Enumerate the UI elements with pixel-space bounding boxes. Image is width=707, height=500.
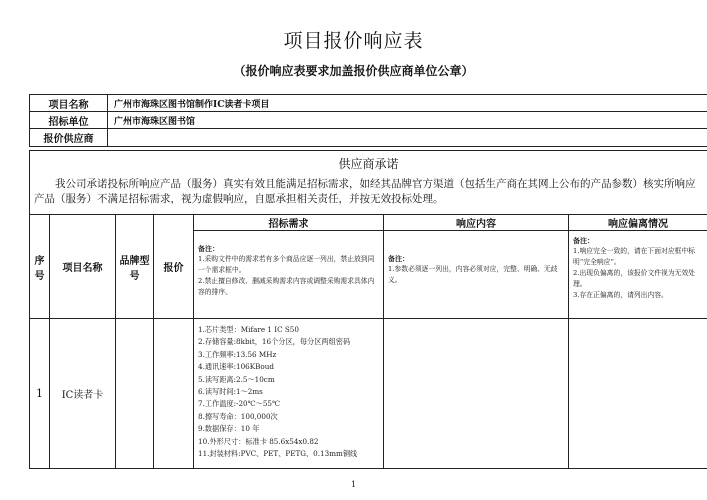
- deviation-note-line: 3.存在正偏离的，请列出内容。: [573, 291, 668, 299]
- page-subtitle: （报价响应表要求加盖报价供应商单位公章）: [233, 64, 474, 78]
- page-number: 1: [350, 480, 357, 489]
- response-note: [384, 231, 569, 319]
- spec-line: 3.工作频率:13.56 MHz: [198, 349, 277, 359]
- row-quote: [154, 319, 194, 469]
- requirements-note: [194, 231, 384, 319]
- spec-line: 6.读写时间:1～2ms: [198, 387, 263, 397]
- spec-line: 8.擦写寿命：100,000次: [198, 411, 278, 421]
- spec-line: 11.封装材料:PVC、PET、PETG、0.13mm铜线: [198, 449, 358, 459]
- row-seq: 1: [30, 319, 50, 469]
- project-name-label: 项目名称: [30, 95, 108, 112]
- deviation-note-label: 备注：: [573, 236, 594, 245]
- page-title: 项目报价响应表: [283, 30, 424, 52]
- header-quote: 报价: [154, 215, 194, 319]
- commitment-section: [29, 150, 707, 215]
- spec-line: 10.外形尺寸：标准卡 85.6x54x0.82: [198, 436, 319, 446]
- spec-line: 4.通讯速率:106KBoud: [198, 362, 274, 372]
- row-requirements-specs: [194, 319, 384, 469]
- row-item-name: IC读者卡: [50, 319, 116, 469]
- supplier-label: 报价供应商: [30, 129, 108, 147]
- deviation-note-line: 2.出现负偏离的，该报价文件视为无效处理。: [573, 269, 696, 288]
- deviation-note-line: 1.响应完全一致的，请在下面对应框中标明“完全响应”。: [573, 247, 696, 266]
- spec-line: 9.数据保存：10 年: [198, 424, 260, 434]
- requirements-note-label: 备注：: [198, 244, 219, 253]
- project-name-value: 广州市海珠区图书馆制作IC读者卡项目: [108, 95, 707, 112]
- row-brand-model: [116, 319, 154, 469]
- requirements-note-line: 2.禁止擅自修改、删减采购需求内容或调整采购需求具体内容的排序。: [198, 277, 375, 296]
- header-response: 响应内容: [384, 215, 569, 231]
- spec-line: 7.工作温度:-20℃～55℃: [198, 399, 281, 409]
- response-note-line: 1.参数必须逐一列出，内容必须对应，完整、明确、无歧义。: [388, 265, 558, 284]
- quote-table: [29, 214, 707, 469]
- response-note-label: 备注：: [388, 254, 409, 263]
- spec-line: 2.存储容量:8kbit，16个分区，每分区两组密码: [198, 337, 351, 347]
- tender-unit-value: 广州市海珠区图书馆: [108, 112, 707, 129]
- deviation-note: [569, 231, 707, 319]
- supplier-value: [108, 129, 707, 147]
- project-info-table: [29, 94, 707, 147]
- row-deviation: [569, 319, 707, 469]
- header-item-name: 项目名称: [50, 215, 116, 319]
- tender-unit-label: 招标单位: [30, 112, 108, 129]
- header-deviation: 响应偏离情况: [569, 215, 707, 231]
- table-row: [30, 319, 707, 469]
- commitment-text: 我公司承诺投标所响应产品（服务）真实有效且能满足招标需求，如经其品牌官方渠道（包括生产商在其网上公布的产品参数）核实所响应产品（服务）不满足招标需求，视为虚假响应，自愿承担相关责任，并按无效投标处理。: [30, 173, 707, 215]
- commitment-title: 供应商承诺: [30, 151, 707, 173]
- header-requirements: 招标需求: [194, 215, 384, 231]
- spec-line: 1.芯片类型：Mifare 1 IC S50: [198, 325, 299, 334]
- row-response: [384, 319, 569, 469]
- requirements-note-line: 1.采购文件中的需求若有多个商品应逐一列出，禁止放到同一个需求框中。: [198, 255, 375, 274]
- header-seq: 序号: [30, 215, 50, 319]
- header-brand-model: 品牌型号: [116, 215, 154, 319]
- spec-line: 5.读写距离:2.5～10cm: [198, 374, 275, 384]
